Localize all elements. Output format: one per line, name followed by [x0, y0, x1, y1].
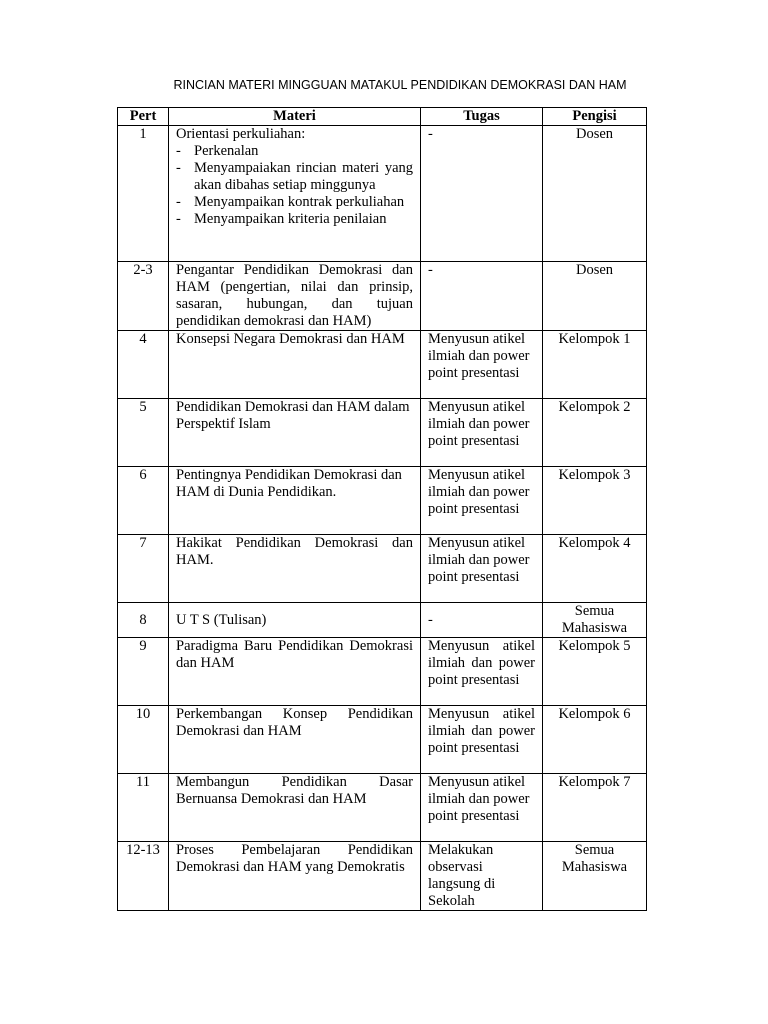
materi-cell — [169, 126, 421, 262]
tugas-cell: - — [421, 262, 543, 331]
tugas-cell: Menyusun atikel ilmiah dan power point presentasi — [421, 706, 543, 774]
list-item: - Menyampaikan kontrak perkuliahan — [176, 194, 413, 211]
pert-cell: 11 — [118, 774, 169, 842]
pengisi-cell: Kelompok 3 — [543, 467, 647, 535]
materi-cell: Proses Pembelajaran Pendidikan Demokrasi dan HAM yang Demokratis — [169, 842, 421, 911]
pengisi-cell: Kelompok 4 — [543, 535, 647, 603]
table-header-row — [118, 108, 647, 126]
list-item: - Menyampaikan kriteria penilaian — [176, 211, 413, 228]
table-row — [118, 331, 647, 399]
tugas-cell: Menyusun atikel ilmiah dan power point presentasi — [421, 535, 543, 603]
pengisi-cell: Dosen — [543, 262, 647, 331]
pengisi-cell: Kelompok 5 — [543, 638, 647, 706]
pengisi-cell: Kelompok 7 — [543, 774, 647, 842]
tugas-cell: - — [421, 603, 543, 638]
pengisi-cell: Semua Mahasiswa — [543, 603, 647, 638]
tugas-cell: Menyusun atikel ilmiah dan power point presentasi — [421, 638, 543, 706]
pert-cell: 12-13 — [118, 842, 169, 911]
pert-cell: 1 — [118, 126, 169, 262]
pert-cell: 7 — [118, 535, 169, 603]
document-title: RINCIAN MATERI MINGGUAN MATAKUL PENDIDIKAN DEMOKRASI DAN HAM — [173, 78, 627, 92]
materi-cell: Hakikat Pendidikan Demokrasi dan HAM. — [169, 535, 421, 603]
pengisi-cell: Kelompok 6 — [543, 706, 647, 774]
pert-cell: 8 — [118, 603, 169, 638]
materi-cell: Konsepsi Negara Demokrasi dan HAM — [169, 331, 421, 399]
pert-cell: 2-3 — [118, 262, 169, 331]
materi-cell: Membangun Pendidikan Dasar Bernuansa Demokrasi dan HAM — [169, 774, 421, 842]
header-pengisi: Pengisi — [543, 108, 647, 126]
tugas-cell: Menyusun atikel ilmiah dan power point presentasi — [421, 774, 543, 842]
list-item: - Perkenalan — [176, 143, 413, 160]
materi-heading: Orientasi perkuliahan: — [176, 126, 306, 142]
pert-cell: 5 — [118, 399, 169, 467]
tugas-cell: Menyusun atikel ilmiah dan power point presentasi — [421, 331, 543, 399]
pengisi-cell: Dosen — [543, 126, 647, 262]
header-pert: Pert — [118, 108, 169, 126]
tugas-cell: Melakukan observasi langsung di Sekolah — [421, 842, 543, 911]
materi-cell: Paradigma Baru Pendidikan Demokrasi dan HAM — [169, 638, 421, 706]
tugas-cell: - — [421, 126, 543, 262]
materi-cell: Pentingnya Pendidikan Demokrasi dan HAM di Dunia Pendidikan. — [169, 467, 421, 535]
pert-cell: 4 — [118, 331, 169, 399]
table-row — [118, 842, 647, 911]
materi-cell: U T S (Tulisan) — [169, 603, 421, 638]
table-row — [118, 399, 647, 467]
materi-cell: Pengantar Pendidikan Demokrasi dan HAM (pengertian, nilai dan prinsip, sasaran, hubungan, dan tujuan pendidikan demokrasi dan HAM) — [169, 262, 421, 331]
table-row — [118, 706, 647, 774]
header-tugas: Tugas — [421, 108, 543, 126]
table-row — [118, 126, 647, 262]
table-row — [118, 638, 647, 706]
pengisi-cell: Kelompok 1 — [543, 331, 647, 399]
weekly-material-table — [117, 107, 647, 911]
table-row — [118, 262, 647, 331]
pengisi-cell: Semua Mahasiswa — [543, 842, 647, 911]
materi-cell: Pendidikan Demokrasi dan HAM dalam Perspektif Islam — [169, 399, 421, 467]
materi-list — [176, 143, 413, 228]
table-row — [118, 467, 647, 535]
list-item: - Menyampaiakan rincian materi yang akan dibahas setiap minggunya — [176, 160, 413, 194]
table-row — [118, 603, 647, 638]
table-row — [118, 535, 647, 603]
pengisi-cell: Kelompok 2 — [543, 399, 647, 467]
header-materi: Materi — [169, 108, 421, 126]
tugas-cell: Menyusun atikel ilmiah dan power point presentasi — [421, 399, 543, 467]
pert-cell: 6 — [118, 467, 169, 535]
pert-cell: 9 — [118, 638, 169, 706]
tugas-cell: Menyusun atikel ilmiah dan power point presentasi — [421, 467, 543, 535]
table-row — [118, 774, 647, 842]
pert-cell: 10 — [118, 706, 169, 774]
materi-cell: Perkembangan Konsep Pendidikan Demokrasi dan HAM — [169, 706, 421, 774]
